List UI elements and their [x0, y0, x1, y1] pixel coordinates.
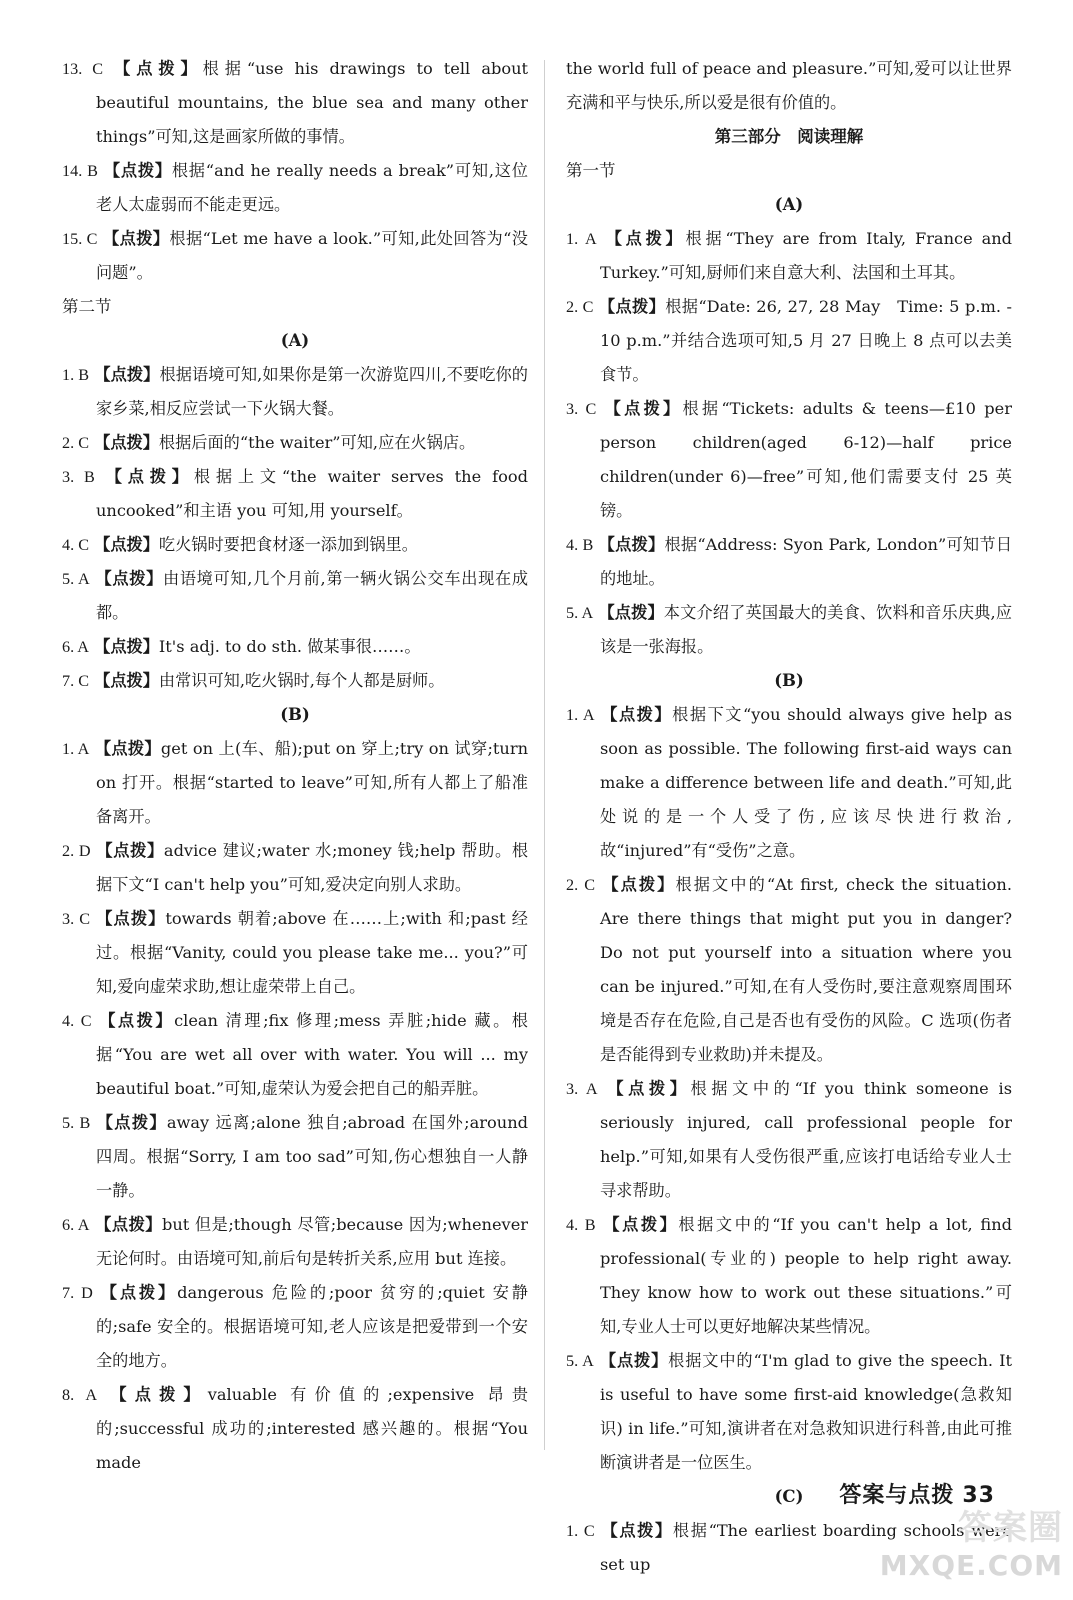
sub-title: (A) [280, 331, 310, 350]
watermark-url: MXQE.COM [879, 1549, 1063, 1582]
left-column [62, 52, 528, 1480]
section-title: 第一节 [566, 161, 616, 180]
b-item-1: 1. A 【点拨】get on 上(车、船);put on 穿上;try on 试穿;turn on 打开。根据“started to leave”可知,所有人都上了船准备离开。 [62, 739, 529, 826]
b-item-7: 7. D 【点拨】dangerous 危险的;poor 贫穷的;quiet 安静的;safe 安全的。根据语境可知,老人应该是把爱带到一个安全的地方。 [62, 1283, 528, 1370]
ra-item-2: 2. C 【点拨】根据“Date: 26, 27, 28 May Time: 5 p.m. - 10 p.m.”并结合选项可知,5 月 27 日晚上 8 点可以去美食节。 [566, 297, 1012, 384]
b-item-8: 8. A 【点拨】valuable 有价值的;expensive 昂贵的;successful 成功的;interested 感兴趣的。根据“You made [62, 1385, 529, 1472]
section-title: 第二节 [62, 297, 112, 316]
a-item-5: 5. A 【点拨】由语境可知,几个月前,第一辆火锅公交车出现在成都。 [62, 569, 529, 622]
rc-item-1: 1. C 【点拨】根据“The earliest boarding schools were set up [566, 1521, 1012, 1574]
item-13: 13. C 【点拨】根据“use his drawings to tell about beautiful mountains, the blue sea and many other things”可知,这是画家所做的事情。 [62, 59, 529, 146]
rb-item-3: 3. A 【点拨】根据文中的“If you think someone is seriously injured, call professional people for help.”可知,如果有人受伤很严重,应该打电话给专业人士寻求帮助。 [566, 1079, 1012, 1200]
column-divider [544, 60, 545, 1450]
sub-title: (B) [280, 705, 310, 724]
a-item-7: 7. C 【点拨】由常识可知,吃火锅时,每个人都是厨师。 [62, 671, 445, 690]
rb-item-4: 4. B 【点拨】根据文中的“If you can't help a lot, find professional(专业的) people to help right away. They know how to work out these situations.”可知,专业人士可以更好地解决某些情况。 [566, 1215, 1012, 1336]
b-item-5: 5. B 【点拨】away 远离;alone 独自;abroad 在国外;around 四周。根据“Sorry, I am too sad”可知,伤心想独自一人静一静。 [62, 1113, 528, 1200]
rb-item-1: 1. A 【点拨】根据下文“you should always give help as soon as possible. The following first-aid ways can make a difference between life and death.”可知,此处说的是一个人受了伤,应该尽快进行救治,故“injured”有“受伤”之意。 [566, 705, 1013, 860]
b-item-6: 6. A 【点拨】but 但是;though 尽管;because 因为;whenever 无论何时。由语境可知,前后句是转折关系,应用 but 连接。 [62, 1215, 529, 1268]
sub-title: (B) [774, 671, 804, 690]
watermark [880, 1500, 1063, 1582]
ra-item-4: 4. B 【点拨】根据“Address: Syon Park, London”可知节日的地址。 [566, 535, 1013, 588]
ra-item-5: 5. A 【点拨】本文介绍了英国最大的美食、饮料和音乐庆典,应该是一张海报。 [566, 603, 1013, 656]
carry-over-text: the world full of peace and pleasure.”可知,爱可以让世界充满和平与快乐,所以爱是很有价值的。 [566, 59, 1012, 112]
sub-title: (C) [774, 1487, 804, 1506]
sub-title: (A) [774, 195, 804, 214]
a-item-6: 6. A 【点拨】It's adj. to do sth. 做某事很……。 [62, 637, 421, 656]
right-column [566, 52, 1029, 1582]
b-item-4: 4. C 【点拨】clean 清理;fix 修理;mess 弄脏;hide 藏。根据“You are wet all over with water. You will ... my beautiful boat.”可知,虚荣认为爱会把自己的船弄脏。 [62, 1011, 528, 1098]
b-item-3: 3. C 【点拨】towards 朝着;above 在……上;with 和;past 经过。根据“Vanity, could you please take me... you?”可知,爱向虚荣求助,想让虚荣带上自己。 [62, 909, 528, 996]
footer-label: 答案与点拨 [839, 1483, 955, 1508]
a-item-2: 2. C 【点拨】根据后面的“the waiter”可知,应在火锅店。 [62, 433, 476, 452]
a-item-4: 4. C 【点拨】吃火锅时要把食材逐一添加到锅里。 [62, 535, 418, 554]
b-item-2: 2. D 【点拨】advice 建议;water 水;money 钱;help 帮助。根据下文“I can't help you”可知,爱决定向别人求助。 [62, 841, 529, 894]
ra-item-1: 1. A 【点拨】根据“They are from Italy, France and Turkey.”可知,厨师们来自意大利、法国和土耳其。 [566, 229, 1013, 282]
page-number: 33 [962, 1483, 995, 1508]
a-item-1: 1. B 【点拨】根据语境可知,如果你是第一次游览四川,不要吃你的家乡菜,相反应尝试一下火锅大餐。 [62, 365, 528, 418]
part-title: 第三部分 阅读理解 [714, 127, 864, 146]
item-14: 14. B 【点拨】根据“and he really needs a break”可知,这位老人太虚弱而不能走更远。 [62, 161, 528, 214]
item-15: 15. C 【点拨】根据“Let me have a look.”可知,此处回答为“没问题”。 [62, 229, 528, 282]
a-item-3: 3. B 【点拨】根据上文“the waiter serves the food uncooked”和主语 you 可知,用 yourself。 [62, 467, 528, 520]
rb-item-5: 5. A 【点拨】根据文中的“I'm glad to give the speech. It is useful to have some first-aid knowledge(急救知识) in life.”可知,演讲者在对急救知识进行科普,由此可推断演讲者是一位医生。 [566, 1351, 1012, 1472]
rb-item-2: 2. C 【点拨】根据文中的“At first, check the situation. Are there things that might put you in danger? Do not put yourself into a situation where you can be injured.”可知,在有人受伤时,要注意观察周围环境是否存在危险,自己是否也有受伤的风险。C 选项(伤者是否能得到专业救助)并未提及。 [566, 875, 1012, 1064]
ra-item-3: 3. C 【点拨】根据“Tickets: adults & teens—£10 per person children(aged 6-12)—half price children(under 6)—free”可知,他们需要支付 25 英镑。 [566, 399, 1029, 520]
watermark-logo-text: 答案圈 [958, 1508, 1063, 1548]
